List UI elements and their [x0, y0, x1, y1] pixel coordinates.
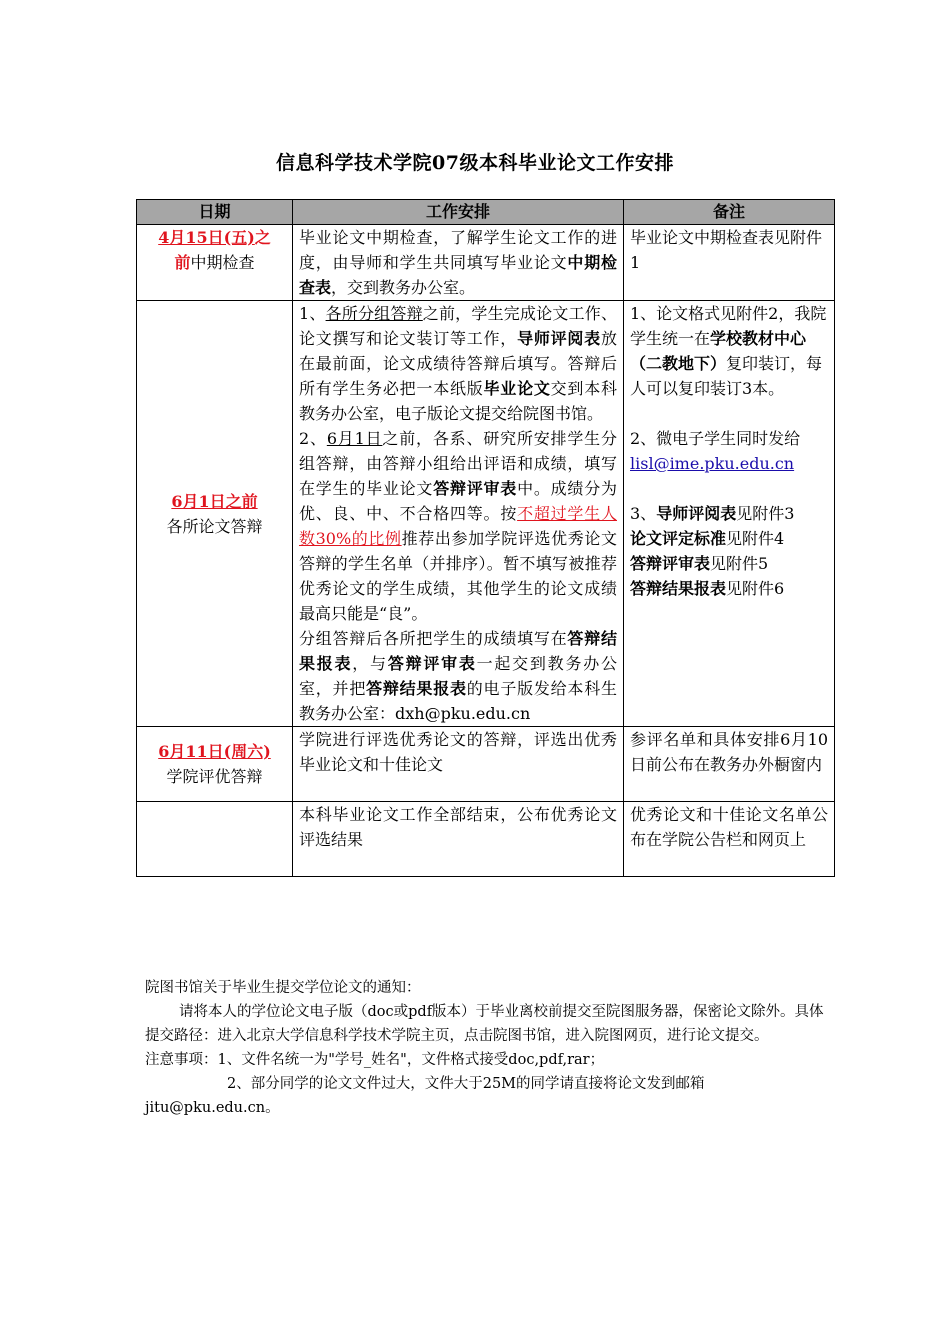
note-bold: 学校教材中心（二教地下） [630, 329, 807, 373]
note-item-2 [630, 426, 828, 476]
work-text: 交到本科教务办公室，电子版论文提交给院图书馆。 [299, 379, 617, 423]
date-cell [137, 225, 293, 301]
table-row [137, 802, 835, 877]
date-cell [137, 802, 293, 877]
note-text: 2、微电子学生同时发给 [630, 429, 801, 448]
header-note: 备注 [624, 200, 835, 225]
work-red-underline: 不超过学生人数30%的比例 [299, 504, 617, 548]
work-underline: 各所分组答辩 [325, 304, 423, 323]
work-text: 之前，学生完成论文工作、论文撰写和论文装订等工作， [299, 304, 617, 348]
notice-body: 请将本人的学位论文电子版（doc或pdf版本）于毕业离校前提交至院图服务器，保密论文除外。具体提交路径：进入北京大学信息科学技术学院主页，点击院图书馆，进入院图网页，进行论文提交。 [145, 1004, 824, 1044]
date-highlight: 6月1日之前 [171, 491, 258, 511]
work-paragraph-1 [299, 301, 617, 426]
date-highlight: 4月15日(五) [158, 228, 255, 247]
work-bold: 答辩结果报表 [366, 679, 467, 698]
work-text: ，与 [352, 654, 388, 673]
date-label: 学院评优答辩 [166, 767, 263, 786]
note-text: 见附件3 [736, 504, 795, 523]
note-text: 见附件4 [726, 529, 785, 548]
work-cell [293, 301, 624, 727]
note-cell [624, 301, 835, 727]
work-paragraph-3 [299, 626, 617, 726]
work-text: ，交到教务办公室。 [331, 278, 476, 297]
work-text: 放在最前面，论文成绩待答辩后填写。答辩后所有学生务必把一本纸版 [299, 329, 617, 398]
note-bold: 论文评定标准 [630, 529, 727, 548]
note-text: 复印装订，每人可以复印装订3本。 [630, 354, 823, 398]
note-text: 1、论文格式见附件2，我院学生统一在 [630, 304, 827, 348]
work-text: 一起交到教务办公室，并把 [299, 654, 617, 698]
date-highlight-suffix2: 前 [174, 253, 191, 272]
note-cell [624, 727, 835, 802]
date-cell [137, 301, 293, 727]
library-notice [145, 976, 825, 1120]
work-bold: 中期检查表 [299, 253, 617, 297]
work-bold: 答辩结果报表 [299, 629, 617, 673]
page-title: 信息科学技术学院07级本科毕业论文工作安排 [276, 152, 674, 174]
notice-item-1: 注意事项：1、文件名统一为"学号_姓名"，文件格式接受doc,pdf,rar； [145, 1052, 605, 1068]
notice-item-2-cont: jitu@pku.edu.cn。 [145, 1100, 280, 1116]
work-text: 2、 [299, 429, 327, 448]
note-item-4 [630, 526, 828, 551]
work-text: 毕业论文中期检查，了解学生论文工作的进度，由导师和学生共同填写毕业论文 [299, 228, 617, 272]
email-link[interactable]: lisl@ime.pku.edu.cn [630, 454, 795, 473]
date-cell [137, 727, 293, 802]
work-bold: 毕业论文 [483, 379, 551, 398]
work-text: 1、 [299, 304, 326, 323]
work-paragraph-2 [299, 426, 617, 626]
note-item-3 [630, 501, 828, 526]
work-text: 推荐出参加学院评选优秀论文答辩的学生名单（并排序）。暂不填写被推荐优秀论文的学生成绩，其他学生的论文成绩最高只能是“良”。 [299, 529, 617, 623]
date-label: 各所论文答辩 [166, 516, 263, 536]
note-cell [624, 225, 835, 301]
schedule-table [136, 199, 835, 877]
work-text: 的电子版发给本科生教务办公室：dxh@pku.edu.cn [299, 679, 617, 723]
notice-item-2: 2、部分同学的论文文件过大，文件大于25M的同学请直接将论文发到邮箱 [227, 1076, 705, 1092]
note-item-5 [630, 551, 828, 576]
work-bold: 导师评阅表 [517, 329, 601, 348]
date-highlight: 6月11日(周六) [158, 742, 271, 761]
notice-heading: 院图书馆关于毕业生提交学位论文的通知： [145, 980, 421, 996]
note-bold: 答辩结果报表 [630, 579, 727, 598]
work-text: 本科毕业论文工作全部结束，公布优秀论文评选结果 [299, 805, 617, 849]
date-highlight-suffix: 之 [254, 228, 271, 247]
work-text: 之前，各系、研究所安排学生分组答辩，由答辩小组给出评语和成绩，填写在学生的毕业论文 [299, 429, 617, 498]
work-text: 学院进行评选优秀论文的答辩，评选出优秀毕业论文和十佳论文 [299, 730, 617, 774]
note-bold: 导师评阅表 [656, 504, 737, 523]
work-cell [293, 727, 624, 802]
note-item-6 [630, 576, 828, 601]
header-date: 日期 [137, 200, 293, 225]
work-bold: 答辩评审表 [433, 479, 518, 498]
note-text: 见附件5 [710, 554, 769, 573]
table-row [137, 225, 835, 301]
work-cell [293, 802, 624, 877]
date-label: 中期检查 [190, 253, 255, 272]
work-bold: 答辩评审表 [387, 654, 477, 673]
note-item-1 [630, 301, 828, 401]
table-row [137, 727, 835, 802]
note-text: 优秀论文和十佳论文名单公布在学院公告栏和网页上 [630, 805, 828, 849]
work-text: 中。成绩分为优、良、中、不合格四等。按 [299, 479, 617, 523]
table-header-row [137, 200, 835, 225]
work-text: 分组答辩后各所把学生的成绩填写在 [299, 629, 568, 648]
note-text: 毕业论文中期检查表见附件1 [630, 228, 823, 272]
header-work: 工作安排 [293, 200, 624, 225]
note-bold: 答辩评审表 [630, 554, 711, 573]
note-text: 见附件6 [726, 579, 785, 598]
note-text: 3、 [630, 504, 657, 523]
work-cell [293, 225, 624, 301]
table-row [137, 301, 835, 727]
note-text: 参评名单和具体安排6月10日前公布在教务办外橱窗内 [630, 730, 828, 774]
work-underline: 6月1日 [326, 429, 383, 448]
note-cell [624, 802, 835, 877]
